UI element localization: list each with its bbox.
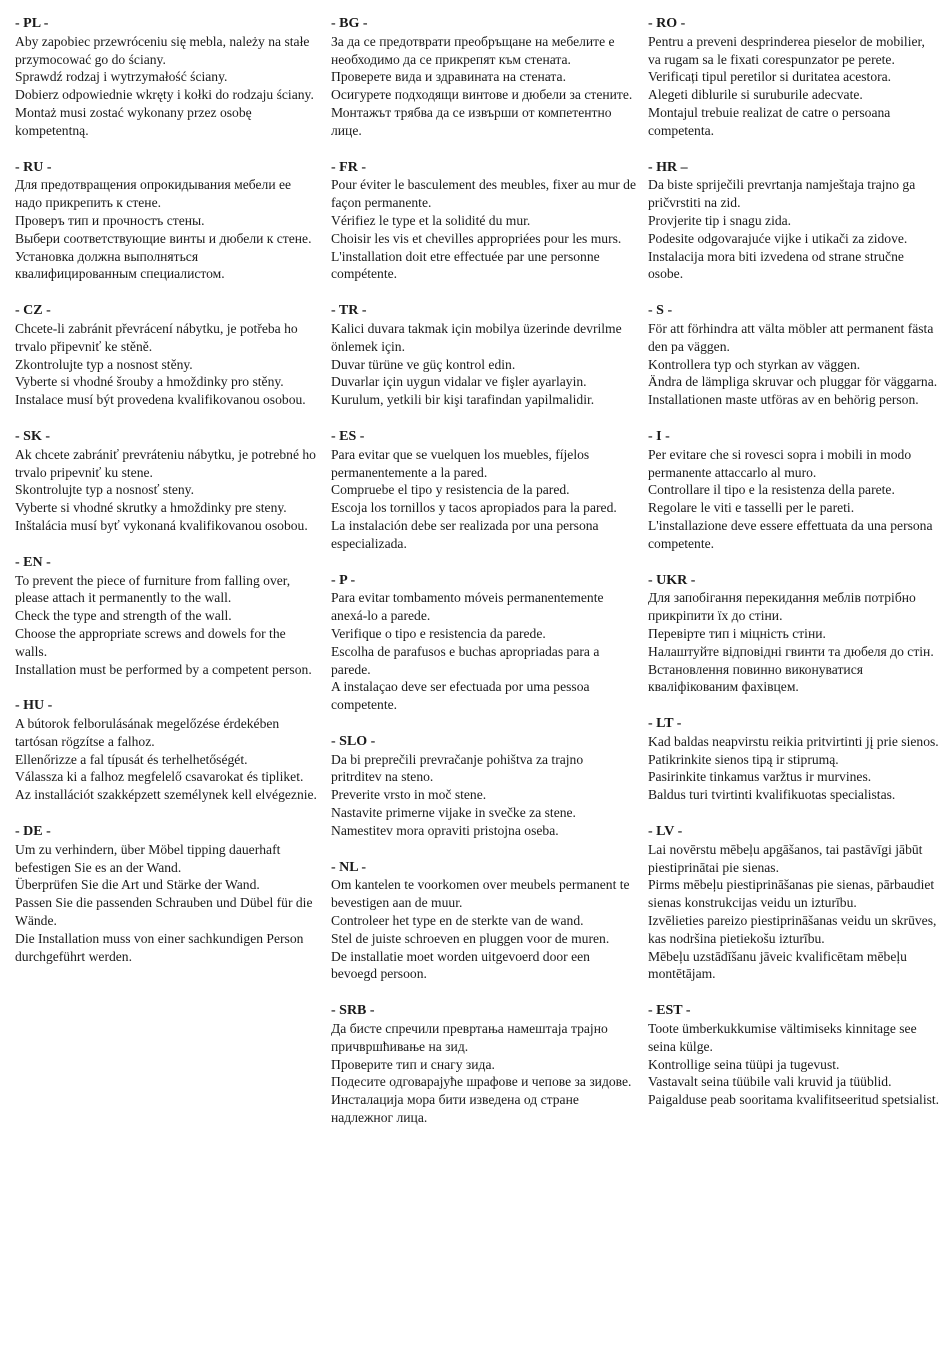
instruction-line: Инсталација мора бити изведена од стране надлежног лица.	[331, 1092, 579, 1126]
instruction-line: Для предотвращения опрокидывания мебели ее надо прикрепить к стене.	[15, 177, 292, 211]
language-section	[331, 733, 636, 840]
instruction-line: Per evitare che si rovesci sopra i mobili in modo permanente attaccarlo al muro.	[648, 446, 912, 480]
instruction-line: Kurulum, yetkili bir kişi tarafindan yapilmalidir.	[331, 392, 595, 408]
instruction-line: L'installation doit etre effectuée par une personne compétente.	[331, 248, 600, 282]
instruction-line: Inštalácia musí byť vykonaná kvalifikovanou osobou.	[15, 517, 308, 533]
instruction-line: Duvar türüne ve güç kontrol edin.	[331, 356, 516, 372]
instruction-line: L'installazione deve essere effettuata da una persona competente.	[648, 517, 933, 551]
language-section	[648, 823, 940, 983]
instruction-line: Izvēlieties pareizo piestiprināšanas veidu un skrūves, kas nodršina pietiekošu izturību.	[648, 913, 937, 946]
instruction-line: Controleer het type en de sterkte van de wand.	[331, 913, 584, 929]
language-code-heading: - RO -	[648, 16, 686, 31]
language-code-heading: - FR -	[331, 159, 366, 175]
instruction-line: Ändra de lämpliga skruvar och pluggar för väggarna.	[648, 374, 938, 390]
instruction-line: Осигурете подходящи винтове и дюбели за стените.	[331, 87, 633, 103]
instruction-line: Aby zapobiec przewróceniu się mebla, należy na stałe przymocować go do ściany.	[15, 33, 310, 67]
language-section	[15, 697, 320, 804]
instruction-line: Choisir les vis et chevilles appropriées pour les murs.	[331, 230, 622, 246]
language-section	[648, 15, 940, 140]
language-code-heading: - LV -	[648, 824, 683, 840]
instruction-line: Встановлення повинно виконуватися кваліфікованим фахівцем.	[648, 661, 863, 695]
language-column-3	[648, 15, 940, 1128]
language-code-heading: - TR -	[331, 303, 367, 319]
language-code-heading: - RU -	[15, 159, 52, 175]
instruction-line: Zkontrolujte typ a nosnost stěny.	[15, 356, 193, 372]
instruction-line: Ellenőrizze a fal típusát és terhelhetőségét.	[15, 751, 248, 767]
language-code-heading: - UKR -	[648, 572, 696, 588]
language-code-heading: - PL -	[15, 16, 49, 31]
instruction-line: Pentru a preveni desprinderea pieselor de mobilier, va rugam sa le fixati corespunzator pe perete.	[648, 33, 925, 67]
language-code-heading: - CZ -	[15, 303, 51, 319]
language-code-heading: - P -	[331, 572, 356, 588]
instruction-line: Podesite odgovarajuće vijke i utikači za zidove.	[648, 230, 908, 246]
language-section	[331, 159, 636, 284]
instruction-line: Для запобігання перекидання меблів потрібно прикріпити їх до стіни.	[648, 590, 916, 624]
language-code-heading: - SRB -	[331, 1003, 375, 1019]
instruction-line: Выбери соответствующие винты и дюбели к стене.	[15, 230, 312, 246]
instruction-line: För att förhindra att välta möbler att permanent fästa den pa väggen.	[648, 320, 934, 354]
instruction-line: Passen Sie die passenden Schrauben und Dübel für die Wände.	[15, 895, 313, 929]
language-column-2	[331, 15, 636, 1146]
language-section	[648, 572, 940, 697]
language-section	[15, 302, 320, 409]
instruction-line: Toote ümberkukkumise vältimiseks kinnitage see seina külge.	[648, 1021, 917, 1054]
instruction-line: Перевірте тип і міцність стіни.	[648, 625, 826, 641]
instruction-line: За да се предотврати преобръщане на мебелите е необходимо да се прикрепят към стената.	[331, 33, 615, 67]
instruction-line: Namestitev mora opraviti pristojna oseba.	[331, 822, 559, 838]
instruction-line: Stel de juiste schroeven en pluggen voor de muren.	[331, 930, 610, 946]
instruction-line: Skontrolujte typ a nosnosť steny.	[15, 482, 194, 498]
instruction-line: Montaż musi zostać wykonany przez osobę kompetentną.	[15, 104, 252, 138]
instruction-line: Om kantelen te voorkomen over meubels permanent te bevestigen aan de muur.	[331, 877, 630, 911]
language-section	[648, 1002, 940, 1109]
instruction-line: Vérifiez le type et la solidité du mur.	[331, 212, 531, 228]
instruction-line: Pasirinkite tinkamus varžtus ir murvines.	[648, 769, 872, 785]
language-code-heading: - S -	[648, 303, 673, 319]
instruction-line: Compruebe el tipo y resistencia de la pared.	[331, 482, 570, 498]
language-code-heading: - I -	[648, 428, 670, 444]
instruction-line: Vyberte si vhodné skrutky a hmoždinky pre steny.	[15, 500, 287, 516]
language-section	[331, 302, 636, 409]
instruction-line: Pirms mēbeļu piestiprināšanas pie sienas, pārbaudiet sienas konstrukcijas veidu un izturību.	[648, 877, 935, 911]
instruction-line: Подесите одговарајуће шрафове и чепове за зидове.	[331, 1074, 632, 1090]
instruction-line: Sprawdź rodzaj i wytrzymałość ściany.	[15, 69, 228, 85]
instruction-line: Проверите тип и снагу зида.	[331, 1056, 495, 1072]
language-code-heading: - HU -	[15, 698, 53, 714]
instruction-line: Verifique o tipo e resistencia da parede.	[331, 625, 546, 641]
instruction-line: Escoja los tornillos y tacos apropiados para la pared.	[331, 500, 617, 516]
instruction-line: Preverite vrsto in moč stene.	[331, 787, 487, 803]
language-code-heading: - NL -	[331, 859, 366, 875]
language-code-heading: - SK -	[15, 428, 50, 444]
instruction-line: Ak chcete zabrániť prevráteniu nábytku, je potrebné ho trvalo pripevniť ku stene.	[15, 446, 316, 480]
instruction-line: Dobierz odpowiednie wkręty i kołki do rodzaju ściany.	[15, 87, 314, 103]
instruction-line: Vastavalt seina tüübile vali kruvid ja tüüblid.	[648, 1074, 892, 1090]
instruction-line: Az installációt szakképzett személynek kell elvégeznie.	[15, 787, 317, 803]
instruction-line: Choose the appropriate screws and dowels for the walls.	[15, 625, 286, 659]
instruction-line: A bútorok felborulásának megelőzése érdekében tartósan rögzítse a falhoz.	[15, 716, 280, 749]
instruction-line: Kontrollige seina tüüpi ja tugevust.	[648, 1056, 840, 1072]
language-code-heading: - BG -	[331, 16, 368, 31]
instruction-line: Установка должна выполняться квалифицированным специалистом.	[15, 248, 225, 282]
language-section	[15, 428, 320, 535]
instruction-line: To prevent the piece of furniture from falling over, please attach it permanently to the wall.	[15, 572, 291, 606]
language-section	[15, 554, 320, 679]
language-section	[648, 159, 940, 284]
instruction-line: Vyberte si vhodné šrouby a hmoždinky pro stěny.	[15, 374, 284, 390]
language-code-heading: - DE -	[15, 824, 51, 840]
instruction-line: Lai novērstu mēbeļu apgāšanos, tai pastāvīgi jābūt piestiprinātai pie sienas.	[648, 841, 923, 875]
instruction-line: A instalaçao deve ser efectuada por uma pessoa competente.	[331, 679, 590, 713]
instruction-line: Para evitar que se vuelquen los muebles, fíjelos permanentemente a la pared.	[331, 446, 590, 480]
language-section	[648, 302, 940, 409]
instruction-line: Válassza ki a falhoz megfelelő csavarokat és tipliket.	[15, 769, 304, 785]
instruction-line: Alegeti diblurile si suruburile adecvate.	[648, 87, 863, 103]
instruction-line: Um zu verhindern, über Möbel tipping dauerhaft befestigen Sie es an der Wand.	[15, 841, 281, 875]
language-section	[331, 572, 636, 714]
language-section	[331, 859, 636, 984]
language-code-heading: - SLO -	[331, 733, 376, 749]
language-section	[331, 1002, 636, 1127]
instruction-line: Patikrinkite sienos tipą ir stiprumą.	[648, 751, 839, 767]
language-code-heading: - EN -	[15, 554, 51, 570]
instruction-line: Kad baldas neapvirstu reikia pritvirtinti jį prie sienos.	[648, 733, 939, 749]
language-section	[331, 428, 636, 553]
instruction-line: Installation must be performed by a competent person.	[15, 661, 312, 677]
instruction-line: Проверъ тип и прочностъ стены.	[15, 212, 205, 228]
instruction-line: Regolare le viti e tasselli per le pareti.	[648, 500, 855, 516]
language-section	[15, 823, 320, 965]
instruction-line: Escolha de parafusos e buchas apropriadas para a parede.	[331, 643, 600, 677]
instruction-line: Da biste spriječili prevrtanja namještaja trajno ga pričvrstiti na zid.	[648, 177, 916, 211]
instruction-line: Die Installation muss von einer sachkundigen Person durchgeführt werden.	[15, 930, 304, 964]
instruction-line: Para evitar tombamento móveis permanentemente anexá-lo a parede.	[331, 590, 604, 624]
instruction-line: Да бисте спречили превртања намештаја трајно причвршћивање на зид.	[331, 1021, 608, 1054]
instruction-line: Überprüfen Sie die Art und Stärke der Wand.	[15, 877, 260, 893]
language-section	[648, 428, 940, 553]
instruction-line: Da bi preprečili prevračanje pohištva za trajno pritrditev na steno.	[331, 751, 584, 785]
instruction-line: Controllare il tipo e la resistenza della parete.	[648, 482, 895, 498]
language-code-heading: - LT -	[648, 716, 682, 732]
language-section	[331, 15, 636, 140]
language-column-1	[15, 15, 320, 984]
instruction-line: Duvarlar için uygun vidalar ve fişler ayarlayin.	[331, 374, 587, 390]
instruction-line: Check the type and strength of the wall.	[15, 608, 232, 624]
instruction-line: Chcete-li zabránit převrácení nábytku, je potřeba ho trvalo připevniť ke stěně.	[15, 320, 298, 354]
instruction-line: Mēbeļu uzstādīšanu jāveic kvalificētam mēbeļu montētājam.	[648, 948, 907, 982]
instruction-line: Montajul trebuie realizat de catre o persoana competenta.	[648, 104, 891, 138]
instruction-line: Instalacija mora biti izvedena od strane stručne osobe.	[648, 248, 904, 282]
language-code-heading: - EST -	[648, 1003, 691, 1019]
instruction-line: Installationen maste utföras av en behörig person.	[648, 392, 919, 408]
instruction-line: Монтажът трябва да се извърши от компетентно лице.	[331, 104, 612, 138]
instruction-line: Kontrollera typ och styrkan av väggen.	[648, 356, 861, 372]
instruction-line: Nastavite primerne vijake in svečke za stene.	[331, 805, 576, 821]
instruction-line: Baldus turi tvirtinti kvalifikuotas specialistas.	[648, 787, 896, 803]
instruction-line: De installatie moet worden uitgevoerd door een bevoegd persoon.	[331, 948, 590, 982]
instruction-line: Instalace musí být provedena kvalifikovanou osobou.	[15, 392, 306, 408]
language-code-heading: - ES -	[331, 428, 365, 444]
instruction-line: Provjerite tip i snagu zida.	[648, 212, 792, 228]
instruction-line: Paigalduse peab sooritama kvalifitseeritud spetsialist.	[648, 1092, 940, 1108]
language-section	[15, 15, 320, 140]
instruction-line: Kalici duvara takmak için mobilya üzerinde devrilme önlemek için.	[331, 320, 622, 354]
language-section	[15, 159, 320, 284]
instruction-line: Verificați tipul peretilor si duritatea acestora.	[648, 69, 892, 85]
instruction-line: La instalación debe ser realizada por una persona especializada.	[331, 517, 599, 551]
instruction-line: Pour éviter le basculement des meubles, fixer au mur de façon permanente.	[331, 177, 637, 211]
instruction-line: Налаштуйте відповідні гвинти та дюбеля до стін.	[648, 643, 934, 659]
language-code-heading: - HR –	[648, 159, 688, 175]
instruction-line: Проверете вида и здравината на стената.	[331, 69, 566, 85]
language-section	[648, 715, 940, 804]
